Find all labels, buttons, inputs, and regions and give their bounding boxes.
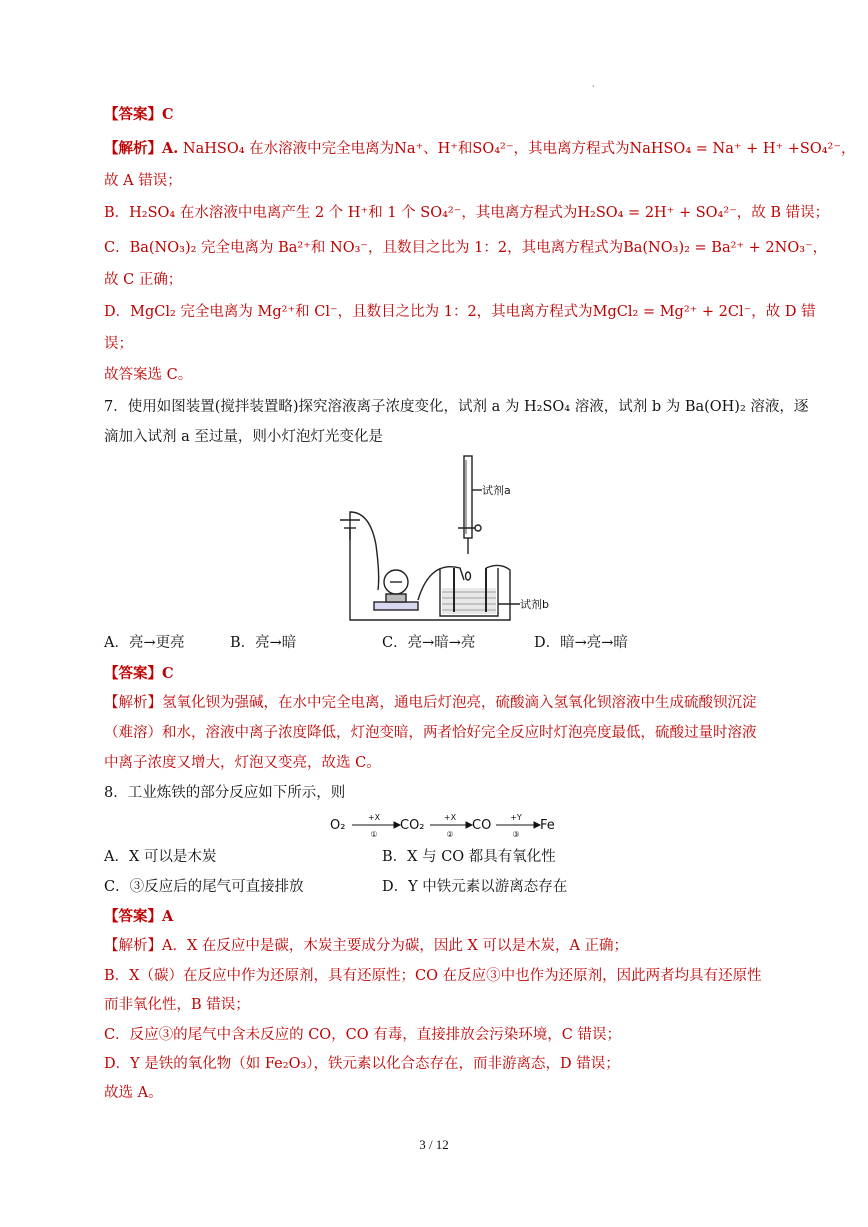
q7-option-a: A．亮→更亮 — [104, 635, 185, 651]
q7-stem-cont: 滴加入试剂 a 至过量，则小灯泡灯光变化是 — [104, 429, 383, 445]
q8-analysis-b-cont: 而非氧化性，B 错误； — [104, 997, 250, 1013]
species-co2: CO₂ — [400, 818, 425, 833]
page-number: 3 / 12 — [419, 1137, 449, 1152]
species-o2: O₂ — [330, 818, 346, 833]
q8-analysis-c: C．反应③的尾气中含未反应的 CO，CO 有毒，直接排放会污染环境，C 错误； — [104, 1027, 621, 1043]
q8-reaction-scheme — [330, 808, 570, 840]
q7-stem: 7．使用如图装置(搅拌装置略)探究溶液离子浓度变化，试剂 a 为 H₂SO₄ 溶液，试剂 b 为 Ba(OH)₂ 溶液，逐 — [104, 399, 809, 415]
species-co: CO — [472, 818, 492, 833]
q7-option-d: D．暗→亮→暗 — [534, 635, 628, 651]
q6-analysis-c-cont: 故 C 正确； — [104, 272, 183, 288]
q6-analysis-d: D．MgCl₂ 完全电离为 Mg²⁺和 Cl⁻，且数目之比为 1：2，其电离方程式为MgCl₂ = Mg²⁺ + 2Cl⁻，故 D 错 — [104, 304, 816, 320]
q7-option-c: C．亮→暗→亮 — [382, 635, 476, 651]
q8-option-c: C．③反应后的尾气可直接排放 — [104, 879, 304, 895]
droplet — [466, 572, 471, 580]
bulb-base — [374, 602, 418, 610]
label-reagent-a: 试剂a — [482, 484, 511, 497]
q6-answer: 【答案】C — [104, 106, 174, 123]
q8-conclusion: 故选 A。 — [104, 1085, 163, 1101]
q6-analysis-b: B．H₂SO₄ 在水溶液中电离产生 2 个 H⁺和 1 个 SO₄²⁻，其电离方程式为H₂SO₄ = 2H⁺ + SO₄²⁻，故 B 错误； — [104, 205, 830, 221]
step-3: ③ — [512, 830, 520, 839]
species-fe: Fe — [540, 818, 555, 833]
burette — [464, 456, 472, 538]
stray-dot: · — [592, 82, 595, 91]
q7-apparatus-figure — [330, 450, 570, 630]
step-2: ② — [446, 830, 454, 839]
q8-stem: 8．工业炼铁的部分反应如下所示，则 — [104, 785, 346, 801]
q8-analysis-b: B．X（碳）在反应中作为还原剂，具有还原性；CO 在反应③中也作为还原剂，因此两者均具有还原性 — [104, 968, 762, 984]
q8-answer: 【答案】A — [104, 908, 174, 925]
q6-analysis-label: 【解析】A. — [104, 140, 179, 157]
q6-analysis-c: C．Ba(NO₃)₂ 完全电离为 Ba²⁺和 NO₃⁻，且数目之比为 1：2，其电离方程式为Ba(NO₃)₂ = Ba²⁺ + 2NO₃⁻， — [104, 240, 828, 256]
q8-option-d: D．Y 中铁元素以游离态存在 — [382, 879, 568, 895]
q6-analysis-a-cont: 故 A 错误； — [104, 173, 182, 189]
q7-analysis-cont-2: 中离子浓度又增大，灯泡又变亮，故选 C。 — [104, 755, 381, 771]
step-1: ① — [370, 830, 378, 839]
reagent-1: +X — [367, 813, 381, 822]
q7-analysis: 【解析】氢氧化钡为强碱，在水中完全电离，通电后灯泡亮，硫酸滴入氢氧化钡溶液中生成硫酸钡沉淀 — [104, 695, 757, 711]
q7-answer: 【答案】C — [104, 665, 174, 682]
q7-option-b: B．亮→暗 — [230, 635, 297, 651]
reagent-2: +X — [443, 813, 457, 822]
label-reagent-b: 试剂b — [520, 598, 549, 611]
q6-analysis-a-text: NaHSO₄ 在水溶液中完全电离为Na⁺、H⁺和SO₄²⁻，其电离方程式为NaHSO₄ = Na⁺ + H⁺ +SO₄²⁻， — [182, 141, 856, 157]
circuit-wire-top — [350, 512, 379, 590]
q8-option-a: A．X 可以是木炭 — [104, 849, 217, 865]
q8-option-b: B．X 与 CO 都具有氧化性 — [382, 849, 556, 865]
q7-analysis-cont-1: （难溶）和水，溶液中离子浓度降低，灯泡变暗，两者恰好完全反应时灯泡亮度最低，硫酸过量时溶液 — [104, 725, 757, 741]
q6-analysis-a — [104, 138, 856, 160]
q8-analysis-a: 【解析】A．X 在反应中是碳，木炭主要成分为碳，因此 X 可以是木炭，A 正确； — [104, 938, 629, 954]
reagent-3: +Y — [510, 813, 522, 822]
q6-conclusion: 故答案选 C。 — [104, 367, 193, 383]
q8-analysis-d: D．Y 是铁的氧化物（如 Fe₂O₃），铁元素以化合态存在，而非游离态，D 错误； — [104, 1056, 620, 1072]
q6-analysis-d-cont: 误； — [104, 336, 133, 352]
